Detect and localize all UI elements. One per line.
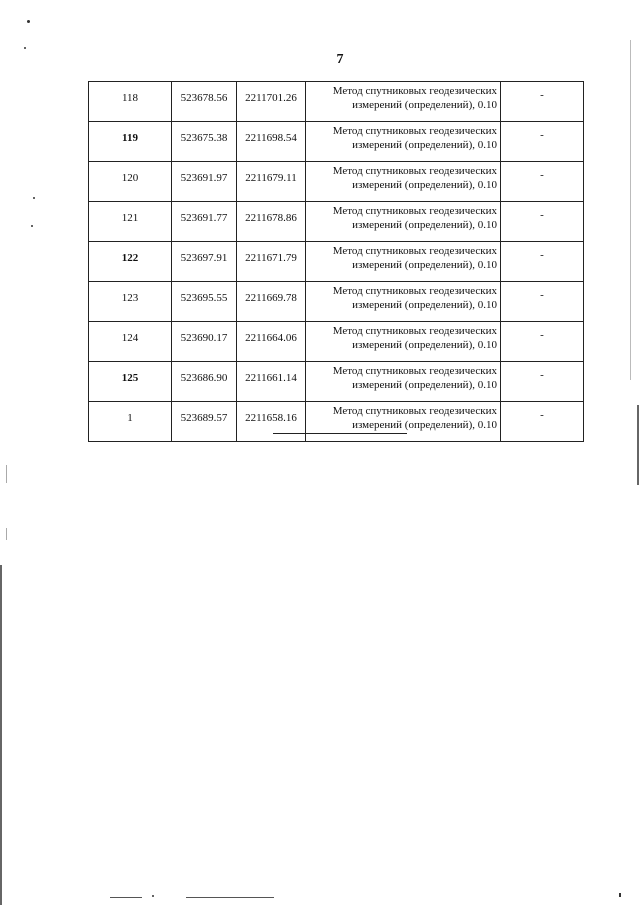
y-coordinate-cell: 2211678.86	[237, 202, 306, 242]
scan-edge-line	[6, 465, 7, 483]
scan-edge-line	[6, 528, 7, 540]
scan-speck	[152, 895, 154, 897]
table-row	[89, 322, 584, 362]
point-number-cell: 124	[89, 322, 172, 362]
extra-cell: -	[501, 322, 584, 362]
extra-cell: -	[501, 402, 584, 442]
table-row	[89, 362, 584, 402]
x-coordinate-cell: 523691.77	[172, 202, 237, 242]
extra-cell: -	[501, 362, 584, 402]
x-coordinate-cell: 523689.57	[172, 402, 237, 442]
extra-cell: -	[501, 122, 584, 162]
point-number-cell: 125	[89, 362, 172, 402]
method-cell: Метод спутниковых геодезических измерений (определений), 0.10	[306, 282, 501, 322]
point-number-cell: 122	[89, 242, 172, 282]
scan-footer-line	[186, 897, 274, 898]
method-cell: Метод спутниковых геодезических измерений (определений), 0.10	[306, 242, 501, 282]
y-coordinate-cell: 2211671.79	[237, 242, 306, 282]
scan-speck	[33, 197, 35, 199]
scan-speck	[31, 225, 33, 227]
table-row	[89, 202, 584, 242]
point-number-cell: 121	[89, 202, 172, 242]
x-coordinate-cell: 523686.90	[172, 362, 237, 402]
coordinates-table-body	[89, 82, 584, 442]
point-number-cell: 123	[89, 282, 172, 322]
y-coordinate-cell: 2211669.78	[237, 282, 306, 322]
y-coordinate-cell: 2211661.14	[237, 362, 306, 402]
scan-footer-line	[110, 897, 142, 898]
scan-speck	[619, 893, 621, 897]
page-number: 7	[336, 52, 344, 67]
y-coordinate-cell: 2211679.11	[237, 162, 306, 202]
scan-speck	[24, 47, 26, 49]
method-cell: Метод спутниковых геодезических измерений (определений), 0.10	[306, 122, 501, 162]
x-coordinate-cell: 523697.91	[172, 242, 237, 282]
method-cell: Метод спутниковых геодезических измерений (определений), 0.10	[306, 362, 501, 402]
extra-cell: -	[501, 202, 584, 242]
method-cell: Метод спутниковых геодезических измерений (определений), 0.10	[306, 82, 501, 122]
table-row	[89, 162, 584, 202]
coordinates-table	[88, 81, 584, 442]
point-number-cell: 119	[89, 122, 172, 162]
scan-speck	[27, 20, 30, 23]
scan-edge-line	[630, 40, 631, 380]
x-coordinate-cell: 523690.17	[172, 322, 237, 362]
y-coordinate-cell: 2211701.26	[237, 82, 306, 122]
method-cell: Метод спутниковых геодезических измерений (определений), 0.10	[306, 402, 501, 442]
y-coordinate-cell: 2211698.54	[237, 122, 306, 162]
extra-cell: -	[501, 282, 584, 322]
table-row	[89, 242, 584, 282]
end-separator-line	[273, 433, 407, 434]
point-number-cell: 118	[89, 82, 172, 122]
method-cell: Метод спутниковых геодезических измерений (определений), 0.10	[306, 322, 501, 362]
x-coordinate-cell: 523691.97	[172, 162, 237, 202]
table-row	[89, 282, 584, 322]
method-cell: Метод спутниковых геодезических измерений (определений), 0.10	[306, 202, 501, 242]
point-number-cell: 120	[89, 162, 172, 202]
x-coordinate-cell: 523695.55	[172, 282, 237, 322]
table-row	[89, 122, 584, 162]
scan-edge-line	[637, 405, 639, 485]
extra-cell: -	[501, 82, 584, 122]
table-row	[89, 82, 584, 122]
point-number-cell: 1	[89, 402, 172, 442]
extra-cell: -	[501, 162, 584, 202]
y-coordinate-cell: 2211658.16	[237, 402, 306, 442]
y-coordinate-cell: 2211664.06	[237, 322, 306, 362]
scan-edge-line	[0, 565, 2, 905]
x-coordinate-cell: 523678.56	[172, 82, 237, 122]
x-coordinate-cell: 523675.38	[172, 122, 237, 162]
extra-cell: -	[501, 242, 584, 282]
method-cell: Метод спутниковых геодезических измерений (определений), 0.10	[306, 162, 501, 202]
table-row	[89, 402, 584, 442]
